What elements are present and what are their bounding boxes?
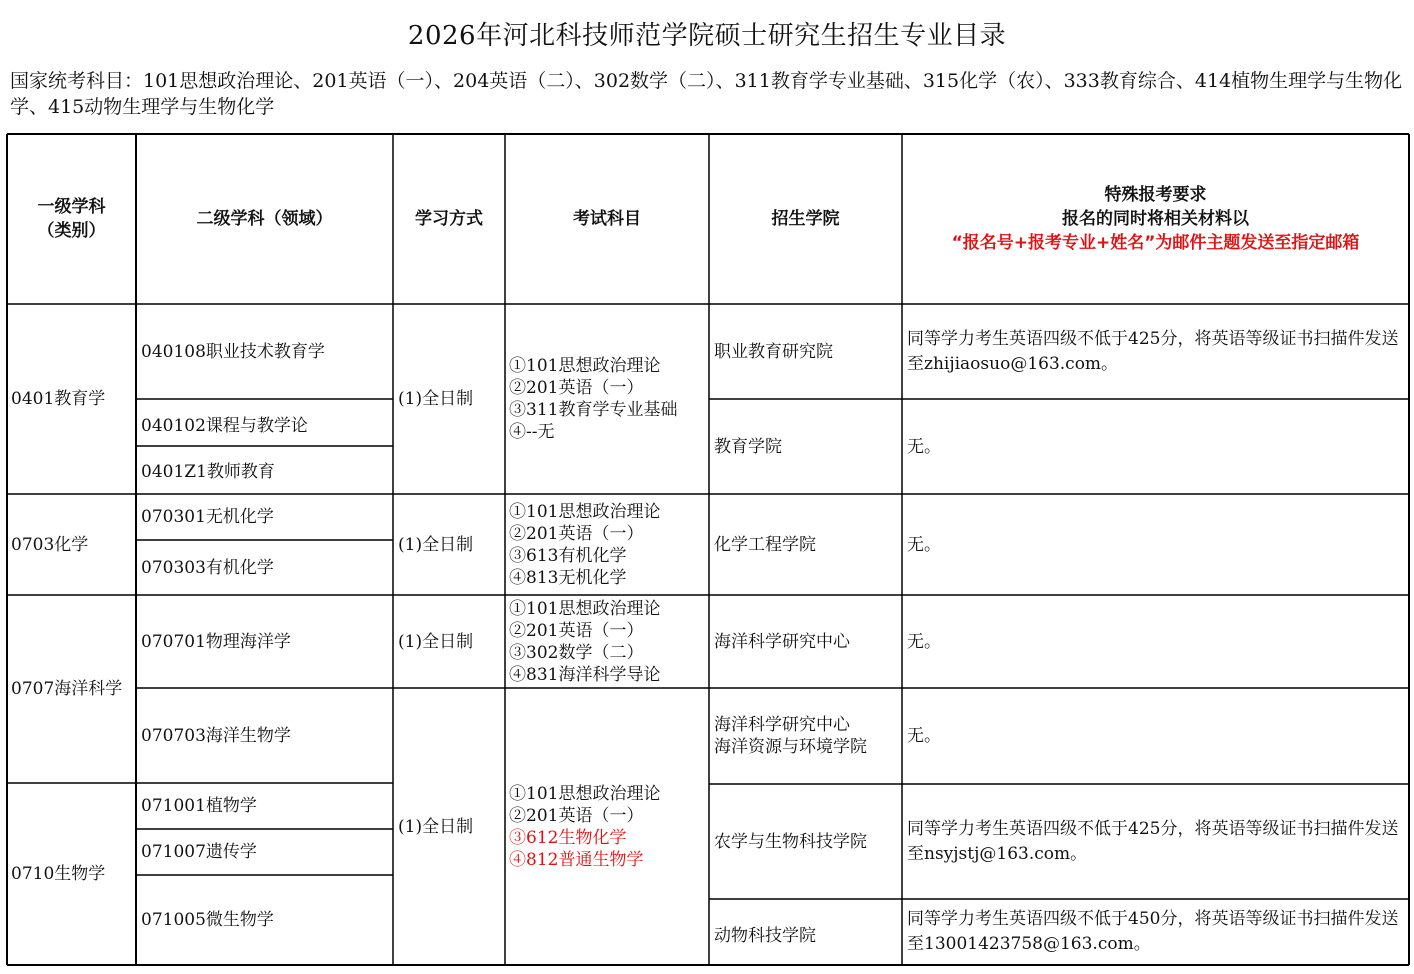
exam-subjects-cell bbox=[509, 494, 708, 595]
level2-cell: 040108职业技术教育学 bbox=[141, 341, 325, 362]
study-mode-cell: (1)全日制 bbox=[398, 816, 474, 837]
header-exam-subjects-label: 考试科目 bbox=[573, 209, 641, 229]
exam-subject: ④813无机化学 bbox=[509, 567, 627, 588]
national-exam-subjects: 国家统考科目：101思想政治理论、201英语（一）、204英语（二）、302数学（二）、311教育学专业基础、315化学（农）、333教育综合、414植物生理学与生物化学、415动物生理学与生物化学 bbox=[10, 70, 1403, 118]
level2-cell: 071001植物学 bbox=[141, 796, 257, 816]
college-cell: 化学工程学院 bbox=[714, 534, 816, 555]
header-requirements-line3: “报名号+报考专业+姓名”为邮件主题发送至指定邮箱 bbox=[951, 233, 1360, 253]
college-name: 海洋科学研究中心 bbox=[714, 715, 850, 735]
level2-cell: 071005微生物学 bbox=[141, 910, 274, 930]
level1-cell: 0707海洋科学 bbox=[11, 679, 123, 699]
requirement-cell: 无。 bbox=[907, 436, 941, 457]
level2-cell: 070301无机化学 bbox=[141, 507, 274, 527]
level1-cell: 0401教育学 bbox=[11, 389, 106, 409]
level2-cell: 071007遗传学 bbox=[141, 842, 257, 862]
exam-subject: ②201英语（一） bbox=[509, 523, 644, 544]
header-college-label: 招生学院 bbox=[771, 209, 840, 229]
requirement-cell: 同等学力考生英语四级不低于425分，将英语等级证书扫描件发送至zhijiaosuo@163.com。 bbox=[907, 328, 1399, 374]
level2-cell: 070701物理海洋学 bbox=[141, 631, 291, 652]
exam-subjects-cell bbox=[509, 688, 708, 965]
header-level1-line1: 一级学科 bbox=[37, 197, 106, 217]
header-exam-subjects bbox=[505, 134, 709, 304]
header-level2-discipline bbox=[136, 134, 393, 304]
college-cell: 农学与生物科技学院 bbox=[714, 831, 867, 852]
study-mode-cell: (1)全日制 bbox=[398, 534, 474, 555]
exam-subject: ④--无 bbox=[509, 422, 555, 442]
exam-subject: ④812普通生物学 bbox=[509, 849, 644, 870]
exam-subject: ③311教育学专业基础 bbox=[509, 400, 678, 420]
college-cell: 海洋科学研究中心 bbox=[714, 631, 850, 652]
college-cell: 动物科技学院 bbox=[714, 926, 816, 946]
header-requirements-line2: 报名的同时将相关材料以 bbox=[1062, 209, 1249, 229]
level2-cell: 070703海洋生物学 bbox=[141, 725, 291, 746]
header-college bbox=[709, 134, 902, 304]
requirement-cell: 无。 bbox=[907, 726, 941, 746]
exam-subject: ③302数学（二） bbox=[509, 642, 644, 663]
exam-subjects-cell bbox=[509, 304, 708, 494]
level1-cell: 0710生物学 bbox=[11, 864, 106, 884]
level1-cell: 0703化学 bbox=[11, 534, 89, 555]
study-mode-cell: (1)全日制 bbox=[398, 631, 474, 652]
college-cell: 职业教育研究院 bbox=[714, 341, 833, 362]
exam-subject: ②201英语（一） bbox=[509, 378, 644, 398]
requirement-cell: 同等学力考生英语四级不低于425分，将英语等级证书扫描件发送至nsyjstj@163.com。 bbox=[907, 818, 1399, 864]
study-mode-cell: (1)全日制 bbox=[398, 389, 474, 409]
level2-cell: 070303有机化学 bbox=[141, 557, 274, 578]
college-cell bbox=[714, 688, 900, 784]
header-special-requirements bbox=[902, 134, 1409, 304]
college-cell: 教育学院 bbox=[714, 436, 782, 457]
exam-subject: ②201英语（一） bbox=[509, 805, 644, 826]
exam-subject: ①101思想政治理论 bbox=[509, 783, 661, 804]
header-study-mode-label: 学习方式 bbox=[415, 209, 483, 229]
exam-subject: ①101思想政治理论 bbox=[509, 501, 661, 522]
level2-cell: 0401Z1教师教育 bbox=[141, 462, 275, 482]
page-title: 2026年河北科技师范学院硕士研究生招生专业目录 bbox=[407, 21, 1007, 51]
exam-subject: ③613有机化学 bbox=[509, 545, 627, 566]
header-study-mode bbox=[393, 134, 505, 304]
header-level2-label: 二级学科（领域） bbox=[196, 209, 333, 229]
requirement-cell: 同等学力考生英语四级不低于450分，将英语等级证书扫描件发送至13001423758@163.com。 bbox=[907, 909, 1399, 954]
header-requirements-line1: 特殊报考要求 bbox=[1104, 185, 1207, 205]
college-name: 海洋资源与环境学院 bbox=[714, 737, 867, 757]
exam-subject: ③612生物化学 bbox=[509, 827, 627, 848]
exam-subject: ①101思想政治理论 bbox=[509, 356, 661, 376]
exam-subjects-cell bbox=[509, 595, 708, 688]
level2-cell: 040102课程与教学论 bbox=[141, 415, 308, 436]
exam-subject: ②201英语（一） bbox=[509, 620, 644, 641]
header-level1-line2: （类别） bbox=[37, 221, 106, 241]
header-level1-discipline bbox=[7, 134, 136, 304]
requirement-cell: 无。 bbox=[907, 534, 941, 555]
exam-subject: ④831海洋科学导论 bbox=[509, 664, 661, 685]
exam-subject: ①101思想政治理论 bbox=[509, 598, 661, 619]
requirement-cell: 无。 bbox=[907, 631, 941, 652]
